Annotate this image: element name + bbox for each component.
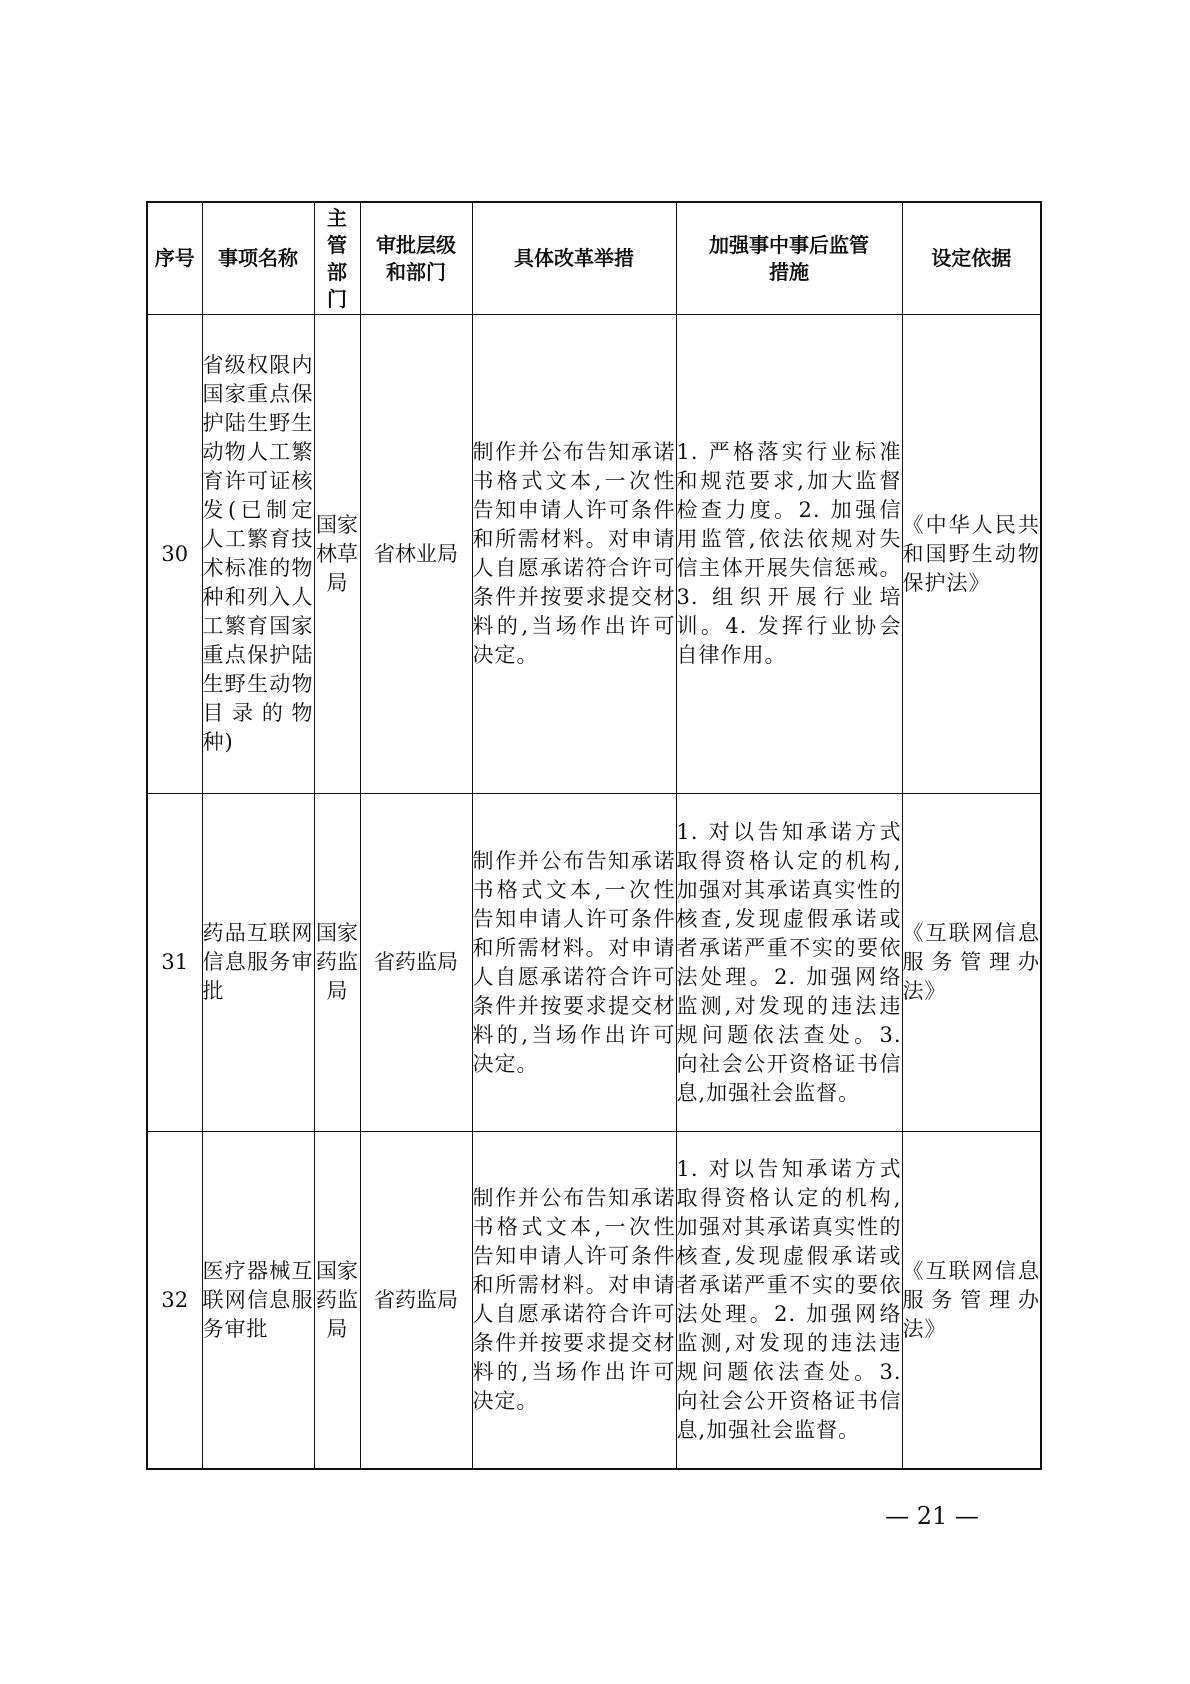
header-supervision: 加强事中事后监管措施	[676, 202, 902, 315]
row-measures: 制作并公布告知承诺书格式文本,一次性告知申请人许可条件和所需材料。对申请人自愿承诺符合许可条件并按要求提交材料的,当场作出许可决定。	[472, 794, 676, 1132]
header-dept: 主管部门	[314, 202, 360, 315]
row-dept: 国家药监局	[314, 794, 360, 1132]
header-level: 审批层级和部门	[360, 202, 472, 315]
row-item-name: 药品互联网信息服务审批	[202, 794, 314, 1132]
header-name: 事项名称	[202, 202, 314, 315]
table-row	[147, 1132, 1041, 1470]
row-basis: 《互联网信息服务管理办法》	[902, 1132, 1041, 1470]
row-item-name: 医疗器械互联网信息服务审批	[202, 1132, 314, 1470]
reform-table	[146, 201, 1042, 1470]
row-basis: 《互联网信息服务管理办法》	[902, 794, 1041, 1132]
row-measures: 制作并公布告知承诺书格式文本,一次性告知申请人许可条件和所需材料。对申请人自愿承诺符合许可条件并按要求提交材料的,当场作出许可决定。	[472, 1132, 676, 1470]
row-dept: 国家药监局	[314, 1132, 360, 1470]
row-dept: 国家林草局	[314, 315, 360, 794]
row-measures: 制作并公布告知承诺书格式文本,一次性告知申请人许可条件和所需材料。对申请人自愿承诺符合许可条件并按要求提交材料的,当场作出许可决定。	[472, 315, 676, 794]
row-seq: 32	[147, 1132, 202, 1470]
row-basis: 《中华人民共和国野生动物保护法》	[902, 315, 1041, 794]
row-level: 省药监局	[360, 1132, 472, 1470]
header-basis: 设定依据	[902, 202, 1041, 315]
row-seq: 31	[147, 794, 202, 1132]
row-supervision: 1. 对以告知承诺方式取得资格认定的机构,加强对其承诺真实性的核查,发现虚假承诺或者承诺严重不实的要依法处理。2. 加强网络监测,对发现的违法违规问题依法查处。3. 向社会公开资格证书信息,加强社会监督。	[676, 794, 902, 1132]
row-item-name: 省级权限内国家重点保护陆生野生动物人工繁育许可证核发(已制定人工繁育技术标准的物种和列入人工繁育国家重点保护陆生野生动物目录的物种)	[202, 315, 314, 794]
row-supervision: 1. 严格落实行业标准和规范要求,加大监督检查力度。2. 加强信用监管,依法依规对失信主体开展失信惩戒。3. 组织开展行业培训。4. 发挥行业协会自律作用。	[676, 315, 902, 794]
row-supervision: 1. 对以告知承诺方式取得资格认定的机构,加强对其承诺真实性的核查,发现虚假承诺或者承诺严重不实的要依法处理。2. 加强网络监测,对发现的违法违规问题依法查处。3. 向社会公开资格证书信息,加强社会监督。	[676, 1132, 902, 1470]
page-number: — 21 —	[885, 1502, 979, 1530]
header-seq: 序号	[147, 202, 202, 315]
row-level: 省林业局	[360, 315, 472, 794]
row-level: 省药监局	[360, 794, 472, 1132]
header-row	[147, 202, 1041, 315]
header-measures: 具体改革举措	[472, 202, 676, 315]
table-row	[147, 315, 1041, 794]
row-seq: 30	[147, 315, 202, 794]
table-row	[147, 794, 1041, 1132]
